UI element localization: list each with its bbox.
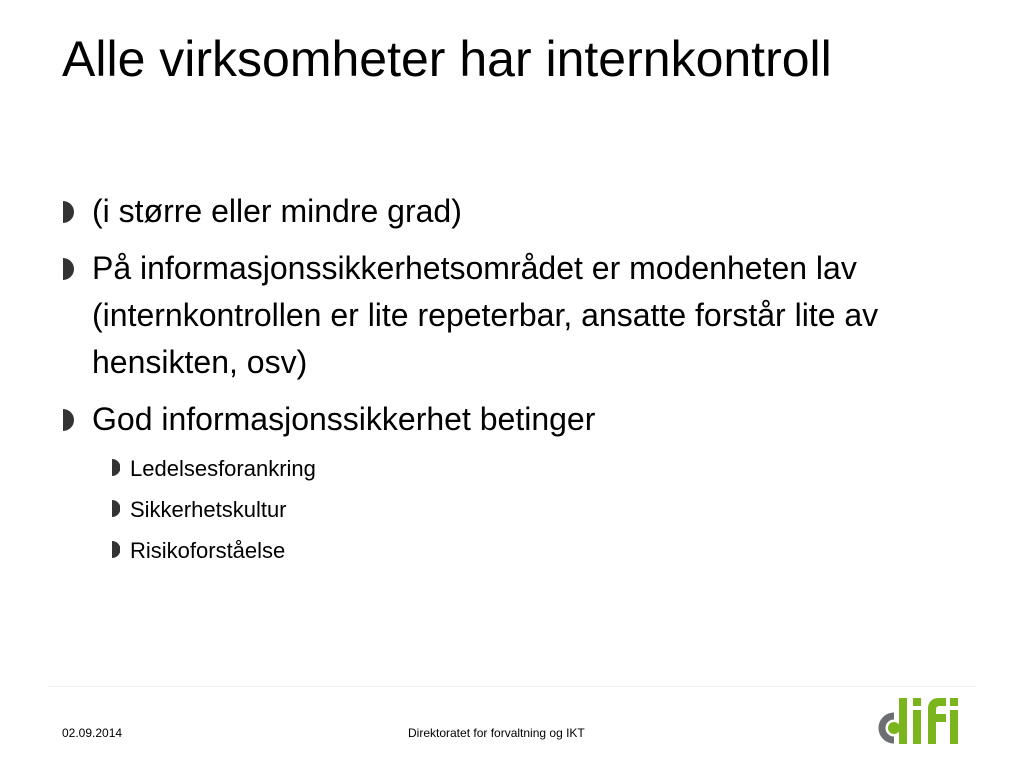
bullet-item (60, 188, 980, 235)
half-circle-bullet-icon (110, 459, 120, 476)
sub-bullet-item (110, 530, 960, 571)
bullet-text: God informasjonssikkerhet betinger (92, 401, 596, 437)
half-circle-bullet-icon (60, 258, 74, 280)
sub-bullet-item (110, 489, 960, 530)
half-circle-bullet-icon (110, 541, 120, 558)
bullet-item (60, 245, 980, 386)
half-circle-bullet-icon (110, 500, 120, 517)
sub-bullet-item (110, 448, 960, 489)
difi-logo (876, 694, 974, 748)
bullet-list (60, 188, 980, 453)
sub-bullet-text: Ledelsesforankring (130, 456, 316, 481)
bullet-item (60, 396, 980, 443)
sub-bullet-list (60, 448, 960, 571)
footer-date: 02.09.2014 (62, 726, 123, 740)
footer-organization: Direktoratet for forvaltning og IKT (408, 726, 585, 740)
slide-title: Alle virksomheter har internkontroll (62, 31, 832, 87)
sub-bullet-text: Sikkerhetskultur (130, 497, 287, 522)
bullet-text: (i større eller mindre grad) (92, 193, 462, 229)
sub-bullet-text: Risikoforståelse (130, 538, 286, 563)
half-circle-bullet-icon (60, 201, 74, 223)
half-circle-bullet-icon (60, 409, 74, 431)
footer-divider (48, 686, 976, 687)
bullet-text: På informasjonssikkerhetsområdet er modenheten lav (internkontrollen er lite repeterbar, ansatte forstår lite av hensikten, osv) (92, 250, 879, 380)
